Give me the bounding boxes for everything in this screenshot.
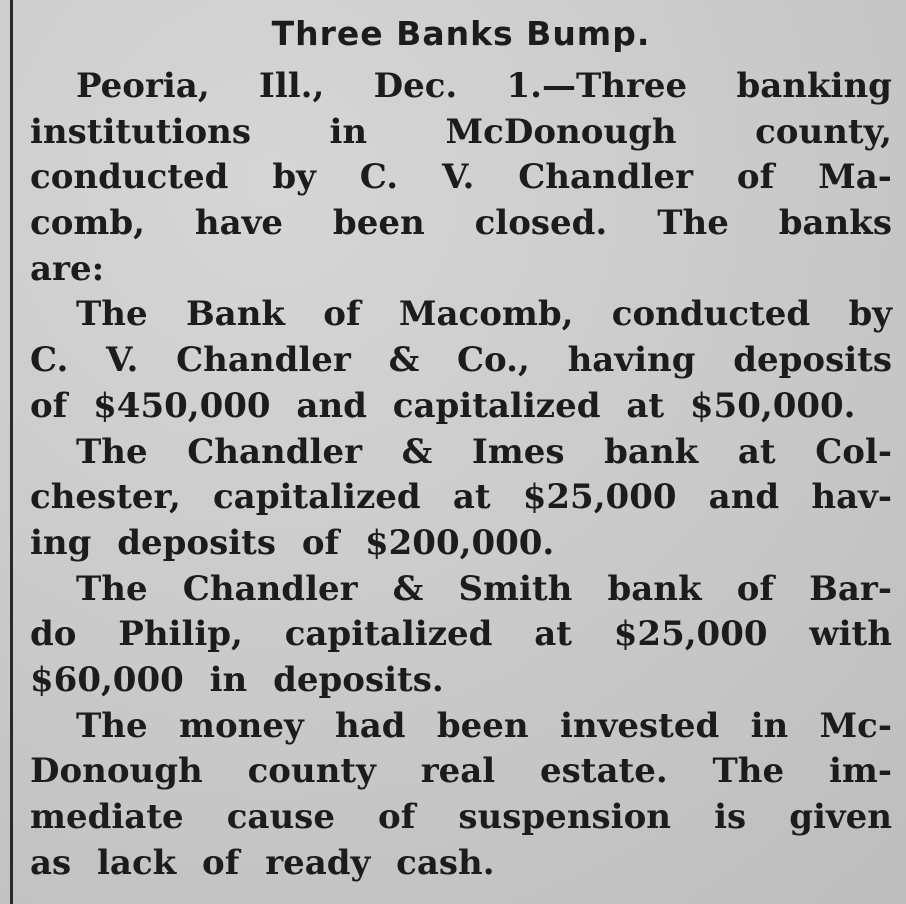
article-body: [30, 64, 892, 886]
text-line: as lack of ready cash.: [30, 842, 495, 883]
headline: Three Banks Bump.: [271, 14, 651, 53]
text-line: The Chandler & Smith bank of Bar-: [76, 568, 892, 609]
text-line: ing deposits of $200,000.: [30, 522, 555, 563]
text-line: The Bank of Macomb, conducted by: [76, 294, 892, 335]
text-line: C. V. Chandler & Co., having deposits: [30, 340, 892, 381]
text-line: institutions in McDonough county,: [30, 111, 892, 152]
text-line: mediate cause of suspension is given: [30, 797, 892, 837]
article: [30, 12, 892, 886]
column-rule: [10, 0, 13, 904]
paragraph: [30, 704, 892, 887]
text-line: comb, have been closed. The banks: [30, 203, 892, 244]
text-line: chester, capitalized at $25,000 and hav-: [30, 477, 892, 518]
paragraph: [30, 292, 892, 429]
text-line: The money had been invested in Mc-: [76, 705, 892, 746]
text-line: conducted by C. V. Chandler of Ma-: [30, 157, 892, 198]
text-line: do Philip, capitalized at $25,000 with: [30, 614, 892, 655]
text-line: of $450,000 and capitalized at $50,000.: [30, 385, 856, 426]
text-line: $60,000 in deposits.: [30, 659, 444, 700]
text-line: are:: [30, 248, 105, 289]
text-line: Donough county real estate. The im-: [30, 751, 892, 792]
paragraph: [30, 64, 892, 292]
paragraph: [30, 430, 892, 567]
text-line: The Chandler & Imes bank at Col-: [76, 431, 892, 472]
paragraph: [30, 567, 892, 704]
text-line: Peoria, Ill., Dec. 1.—Three banking: [76, 66, 892, 106]
